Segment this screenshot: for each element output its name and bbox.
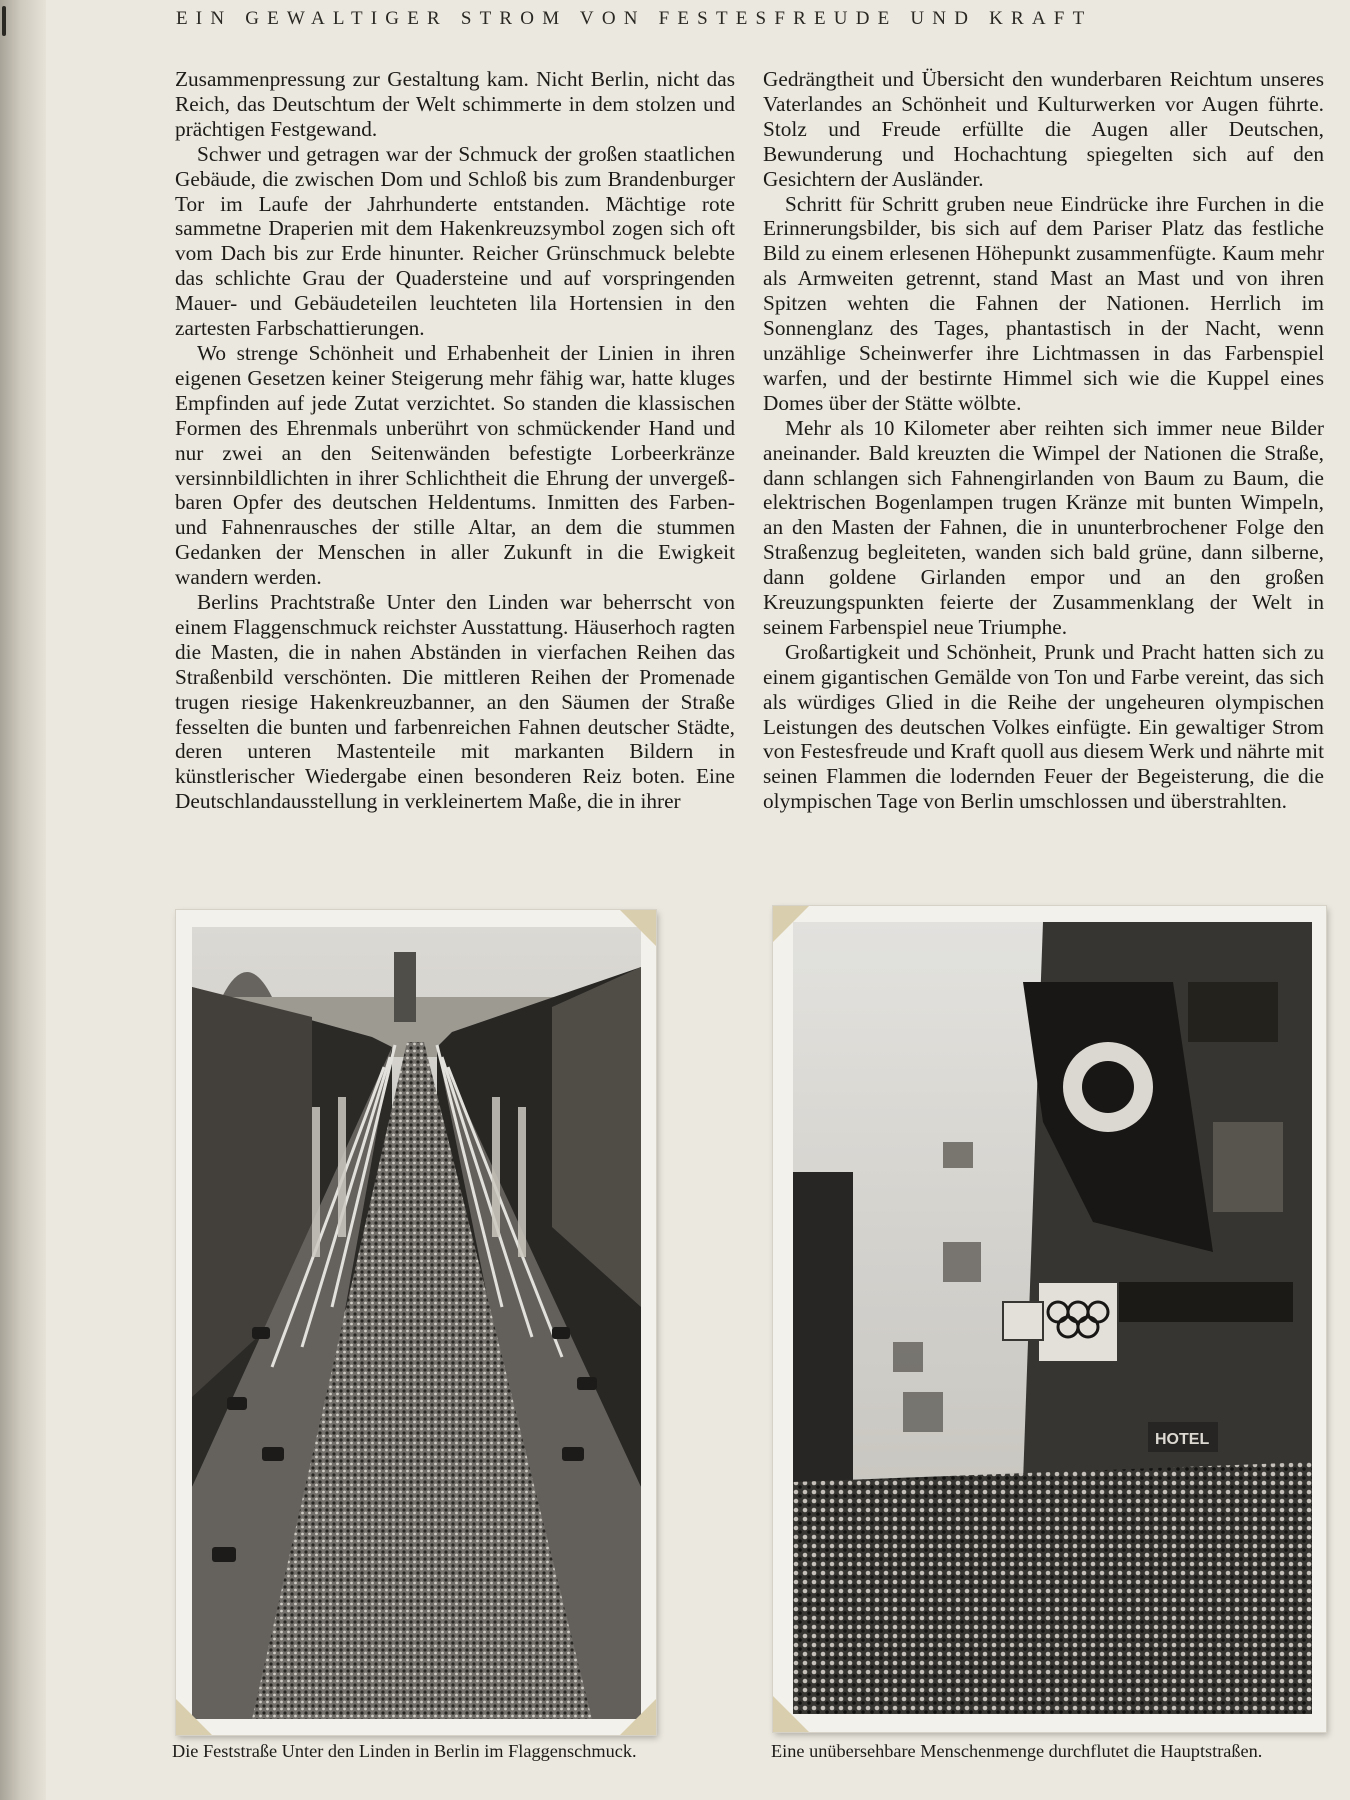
caption-left-photo: Die Feststraße Unter den Linden in Berlin im Flaggenschmuck. <box>172 1741 637 1761</box>
paragraph: Mehr als 10 Kilometer aber reihten sich immer neue Bilder aneinander. Bald kreuzten die Wimpel der Nationen die Straße, dann schlangen sich Fahnengirlanden von Baum zu Baum, die elektrischen Bogenlampen trugen Kränze mit bunten Wimpeln, an den Masten der Fahnen, die in ununterbrochener Folge den Straßenzug begleiteten, wanden sich bald grüne, dann silberne, dann goldene Girlanden empor und an den großen Kreuzungspunkten feierte der Zusammenklang der Welt in seinem Farbenspiel neue Triumphe. <box>763 415 1324 639</box>
photo-corner-bottom-left <box>773 1696 809 1732</box>
binding-mark <box>2 6 6 36</box>
photo-unter-den-linden <box>176 910 656 1735</box>
paragraph: Großartigkeit und Schönheit, Prunk und Pracht hatten sich zu einem gigantischen Gemälde von Ton und Farbe vereint, das sich als würdiges Glied in die Reihe der ungeheuren olympischen Leistungen des deutschen Volkes einfügte. Ein gewaltiger Strom von Festesfreude und Kraft quoll aus diesem Werk und nährte mit seinen Flammen die lodernden Feuer der Begeisterung, die die olympischen Tage von Berlin umschlossen und überstrahlten. <box>763 639 1324 814</box>
photo-corner-top-left <box>773 906 809 942</box>
paragraph: Berlins Prachtstraße Unter den Linden war beherrscht von einem Flaggenschmuck reichster Ausstattung. Häuserhoch ragten die Masten, die in nahen Abständen in vierfachen Reihen das Straßenbild verschönten. Die mittleren Reihen der Promenade trugen riesige Hakenkreuzbanner, an den Säumen der Straße fesselten die bunten und farbenreichen Fahnen deutscher Städte, deren unteren Mastenteile mit markanten Bildern in künstlerischer Wiedergabe einen besonderen Reiz boten. Eine Deutschlandausstellung in verkleinertem Maße, die in ihrer <box>175 590 735 814</box>
photo-corner-bottom-right <box>620 1699 656 1735</box>
book-page <box>46 0 1350 1800</box>
hotel-sign-text: HOTEL <box>1155 1431 1210 1448</box>
photo-corner-bottom-left <box>176 1699 212 1735</box>
street-photo-image <box>192 927 641 1719</box>
paragraph: Schwer und getragen war der Schmuck der großen staatlichen Gebäude, die zwischen Dom und Schloß bis zum Brandenburger Tor im Laufe der Jahrhunderte entstanden. Mächtige rote sammetne Draperien mit dem Hakenkreuzsymbol zogen sich oft vom Dach bis zur Erde hinunter. Reicher Grünschmuck belebte das schlichte Grau der Quadersteine und auf vorspringenden Mauer- und Gebäudeteilen leuchteten lila Hortensien in den zartesten Farbschattierungen. <box>175 141 735 341</box>
left-text-column <box>175 67 735 814</box>
paragraph: Zusammenpressung zur Gestaltung kam. Nicht Berlin, nicht das Reich, das Deutschtum der Welt schimmerte in dem stolzen und prächtigen Festgewand. <box>175 67 735 141</box>
caption-right-photo: Eine unübersehbare Menschenmenge durchflutet die Hauptstraßen. <box>771 1741 1263 1761</box>
running-head: EIN GEWALTIGER STROM VON FESTESFREUDE UND KRAFT <box>176 8 1093 29</box>
paragraph: Gedrängtheit und Übersicht den wunderbaren Reichtum unseres Vaterlandes an Schönheit und Kulturwerken vor Augen führte. Stolz und Freude erfüllte die Augen aller Deutschen, Bewunderung und Hochachtung spiegelten sich auf den Gesichtern der Ausländer. <box>763 67 1324 191</box>
crowd-photo-image <box>793 922 1312 1714</box>
paragraph: Wo strenge Schönheit und Erhabenheit der Linien in ihren eigenen Gesetzen keiner Steigerung mehr fähig war, hatte kluges Empfinden auf jede Zutat verzichtet. So standen die klassischen Formen des Ehrenmals unberührt von schmückender Hand und nur zwei an den Seitenwänden befestigte Lorbeerkränze versinnbildlichten in ihrer Schlichtheit die Ehrung der unvergeßbaren Opfer des deutschen Heldentums. Inmitten des Farben- und Fahnenrausches der stille Altar, an dem die stummen Gedanken der Menschen in aller Zukunft in die Ewigkeit wandern werden. <box>175 340 735 590</box>
photo-corner-top-right <box>620 910 656 946</box>
photo-crowd-main-street <box>773 906 1326 1732</box>
book-binding-shadow <box>0 0 46 1800</box>
right-text-column <box>763 67 1324 814</box>
paragraph: Schritt für Schritt gruben neue Eindrücke ihre Furchen in die Erinnerungsbilder, bis sich auf dem Pariser Platz das festliche Bild zu einem erlesenen Höhepunkt zusammenfügte. Kaum mehr als Armweiten getrennt, stand Mast an Mast und von ihren Spitzen wehten die Fahnen der Nationen. Herrlich im Sonnenglanz des Tages, phantastisch in der Nacht, wenn unzählige Scheinwerfer ihre Lichtmassen in das Farbenspiel warfen, und der bestirnte Himmel sich wie die Kuppel eines Domes über der Stätte wölbte. <box>763 191 1324 415</box>
